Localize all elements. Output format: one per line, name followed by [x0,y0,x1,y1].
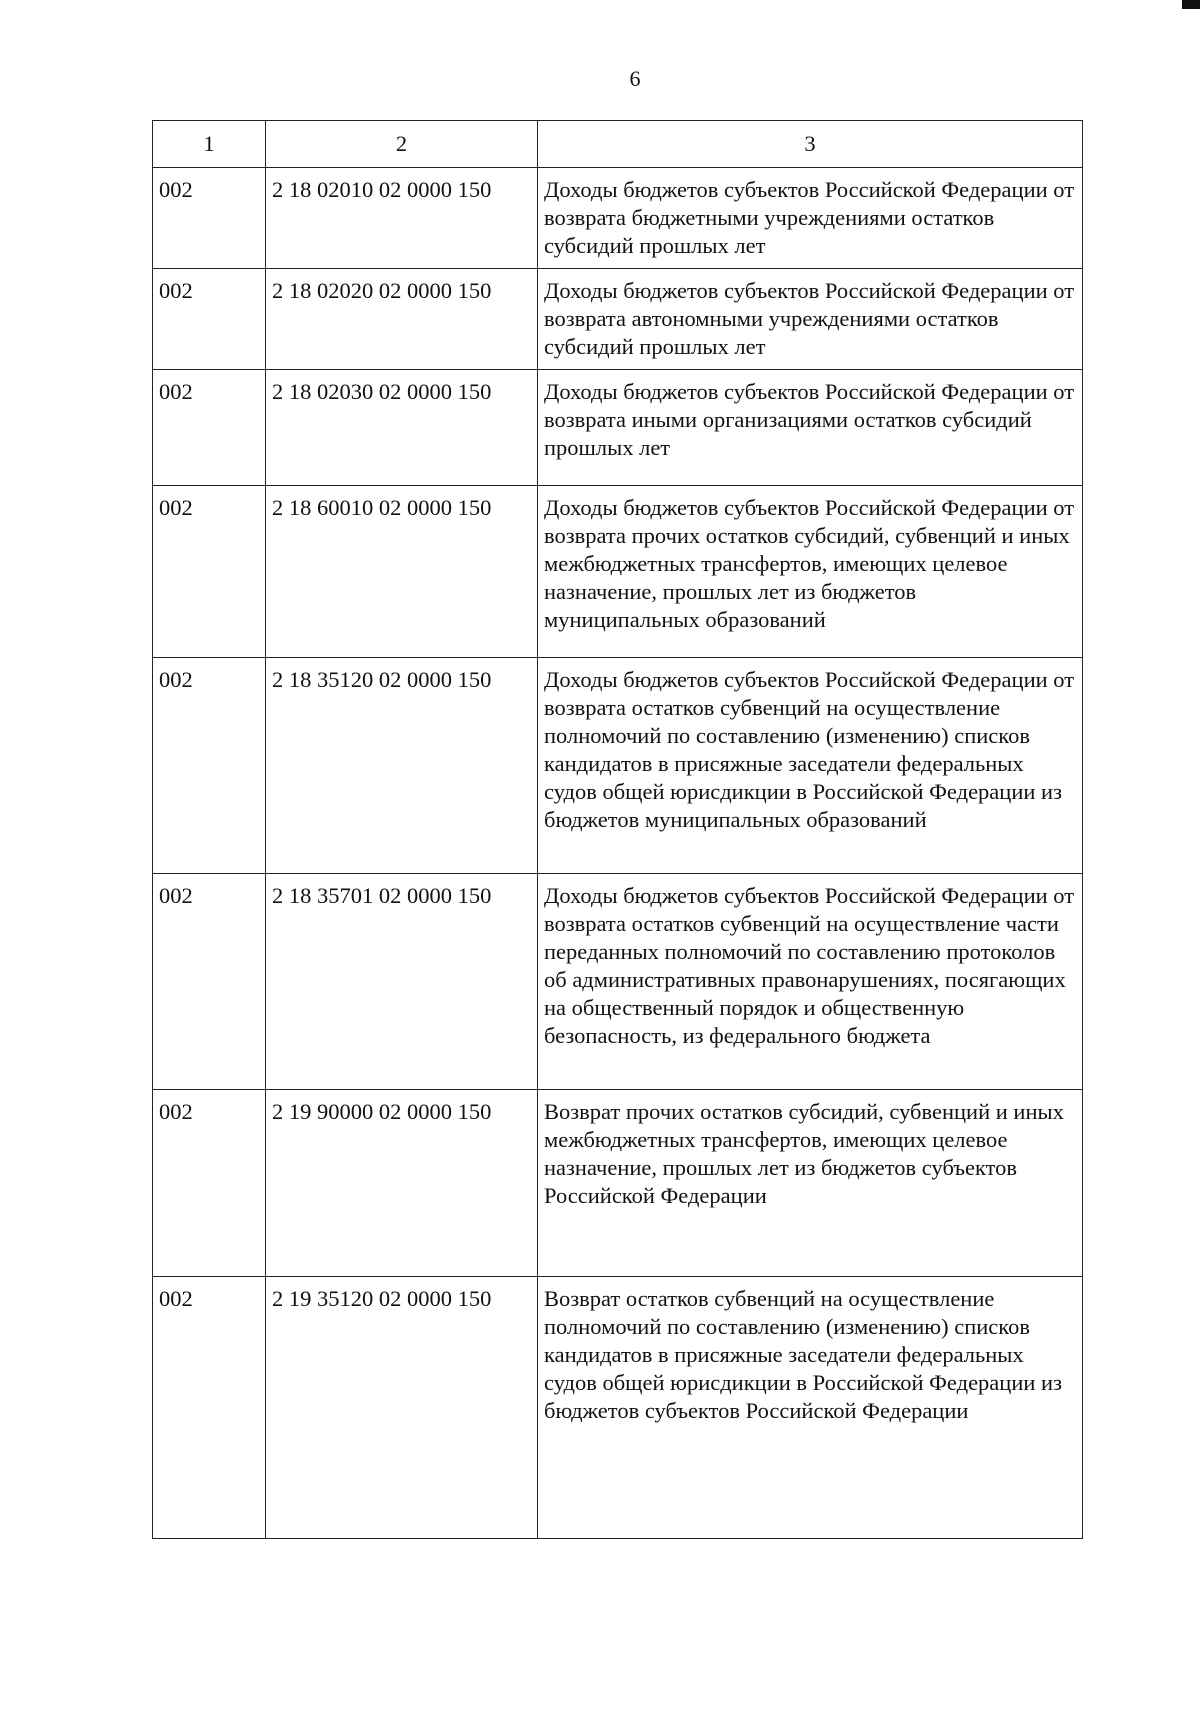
admin-code-cell: 002 [153,658,266,874]
revenue-name-cell: Доходы бюджетов субъектов Российской Федерации от возврата прочих остатков субсидий, субвенций и иных межбюджетных трансфертов, имеющих целевое назначение, прошлых лет из бюджетов муниципальных образований [538,486,1083,658]
column-header-3: 3 [538,121,1083,168]
revenue-name-cell: Возврат прочих остатков субсидий, субвенций и иных межбюджетных трансфертов, имеющих целевое назначение, прошлых лет из бюджетов субъектов Российской Федерации [538,1090,1083,1277]
budget-code-cell: 2 18 60010 02 0000 150 [266,486,538,658]
admin-code-cell: 002 [153,1090,266,1277]
table-row [153,658,1083,874]
admin-code-cell: 002 [153,1277,266,1539]
budget-code-cell: 2 18 02010 02 0000 150 [266,168,538,269]
budget-code-cell: 2 18 02030 02 0000 150 [266,370,538,486]
revenue-codes-table [152,120,1083,1539]
table-header-row [153,121,1083,168]
table-row [153,486,1083,658]
table-row [153,1090,1083,1277]
column-header-1: 1 [153,121,266,168]
table-row [153,874,1083,1090]
revenue-name-cell: Доходы бюджетов субъектов Российской Федерации от возврата остатков субвенций на осуществление полномочий по составлению (изменению) списков кандидатов в присяжные заседатели федеральных судов общей юрисдикции в Российской Федерации из бюджетов муниципальных образований [538,658,1083,874]
scan-corner-mark [1182,0,1200,9]
admin-code-cell: 002 [153,168,266,269]
budget-code-cell: 2 18 35120 02 0000 150 [266,658,538,874]
column-header-2: 2 [266,121,538,168]
revenue-name-cell: Возврат остатков субвенций на осуществление полномочий по составлению (изменению) списков кандидатов в присяжные заседатели федеральных судов общей юрисдикции в Российской Федерации из бюджетов субъектов Российской Федерации [538,1277,1083,1539]
budget-code-cell: 2 18 35701 02 0000 150 [266,874,538,1090]
table-row [153,1277,1083,1539]
admin-code-cell: 002 [153,874,266,1090]
budget-code-cell: 2 18 02020 02 0000 150 [266,269,538,370]
revenue-name-cell: Доходы бюджетов субъектов Российской Федерации от возврата иными организациями остатков субсидий прошлых лет [538,370,1083,486]
admin-code-cell: 002 [153,370,266,486]
admin-code-cell: 002 [153,269,266,370]
revenue-name-cell: Доходы бюджетов субъектов Российской Федерации от возврата бюджетными учреждениями остатков субсидий прошлых лет [538,168,1083,269]
page-number: 6 [629,66,641,91]
revenue-name-cell: Доходы бюджетов субъектов Российской Федерации от возврата автономными учреждениями остатков субсидий прошлых лет [538,269,1083,370]
budget-code-cell: 2 19 90000 02 0000 150 [266,1090,538,1277]
table-row [153,168,1083,269]
budget-code-cell: 2 19 35120 02 0000 150 [266,1277,538,1539]
revenue-name-cell: Доходы бюджетов субъектов Российской Федерации от возврата остатков субвенций на осуществление части переданных полномочий по составлению протоколов об административных правонарушениях, посягающих на общественный порядок и общественную безопасность, из федерального бюджета [538,874,1083,1090]
table-row [153,269,1083,370]
admin-code-cell: 002 [153,486,266,658]
table-row [153,370,1083,486]
